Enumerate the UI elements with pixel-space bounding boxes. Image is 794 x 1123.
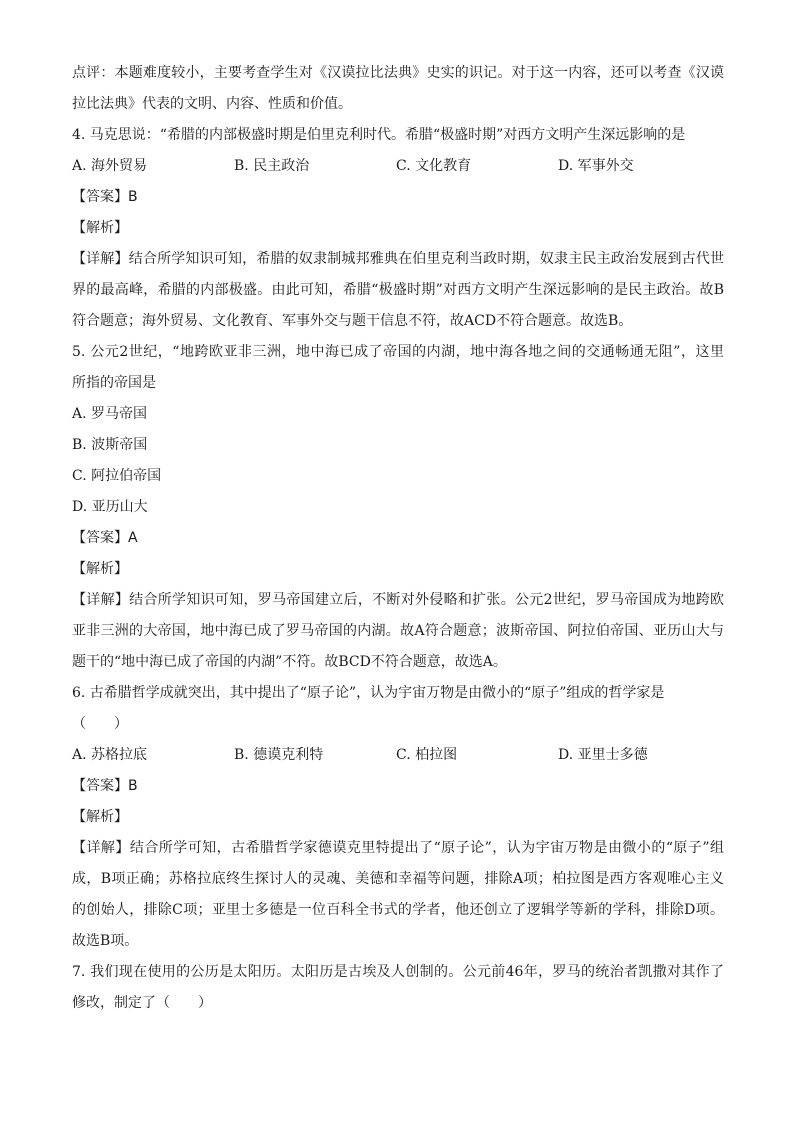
q6-stem-line-1: 6. 古希腊哲学成就突出，其中提出了“原子论”，认为宇宙万物是由微小的“原子”组成的哲学家是 [72,685,665,701]
q6-option-b: B. 德谟克利特 [234,747,324,763]
q4-detail-line-1: 【详解】结合所学知识可知，希腊的奴隶制城邦雅典在伯里克利当政时期，奴隶主民主政治发展到古代世 [72,251,724,267]
q4-detail-line-3: 符合题意；海外贸易、文化教育、军事外交与题干信息不符，故ACD不符合题意。故选B。 [72,313,633,329]
q6-option-c: C. 柏拉图 [396,747,458,763]
q6-options [72,740,724,771]
comment-line-2: 拉比法典》代表的文明、内容、性质和价值。 [72,96,352,112]
document-page [72,58,724,1019]
q6-option-d: D. 亚里士多德 [558,747,648,763]
q5-answer: 【答案】A [72,530,138,546]
q5-detail-line-3: 题干的“地中海已成了帝国的内湖”不符。故BCD不符合题意，故选A。 [72,654,507,670]
q6-option-a: A. 苏格拉底 [72,747,148,763]
q6-stem-line-2: （ ） [72,716,128,732]
q4-option-c: C. 文化教育 [396,158,472,174]
q5-option-b: B. 波斯帝国 [72,437,148,453]
q6-analysis-label: 【解析】 [72,809,128,825]
q5-stem-line-1: 5. 公元2世纪，“地跨欧亚非三洲，地中海已成了帝国的内湖，地中海各地之间的交通畅通无阻”，这里 [72,344,724,360]
q6-detail-line-4: 故选B项。 [72,933,139,949]
q7-stem-line-2: 修改，制定了（ ） [72,995,212,1011]
q6-detail-line-2: 成，B项正确；苏格拉底终生探讨人的灵魂、美德和幸福等问题，排除A项；柏拉图是西方客观唯心主义 [72,871,724,887]
q5-option-a: A. 罗马帝国 [72,406,148,422]
q4-detail-line-2: 界的最高峰，希腊的内部极盛。由此可知，希腊“极盛时期”对西方文明产生深远影响的是民主政治。故B [72,282,724,298]
q4-option-a: A. 海外贸易 [72,158,148,174]
comment-line-1: 点评：本题难度较小，主要考查学生对《汉谟拉比法典》史实的识记。对于这一内容，还可以考查《汉谟 [72,65,724,81]
q4-stem: 4. 马克思说：“希腊的内部极盛时期是伯里克利时代。希腊“极盛时期”对西方文明产生深远影响的是 [72,127,686,143]
q5-detail-line-2: 亚非三洲的大帝国，地中海已成了罗马帝国的内湖。故A符合题意；波斯帝国、阿拉伯帝国、亚历山大与 [72,623,724,639]
q7-stem-line-1: 7. 我们现在使用的公历是太阳历。太阳历是古埃及人创制的。公元前46年，罗马的统治者凯撒对其作了 [72,964,724,980]
q4-option-b: B. 民主政治 [234,158,310,174]
q6-answer: 【答案】B [72,778,138,794]
q4-analysis-label: 【解析】 [72,220,128,236]
q6-detail-line-3: 的创始人，排除C项；亚里士多德是一位百科全书式的学者，他还创立了逻辑学等新的学科，排除D项。 [72,902,724,918]
q5-option-c: C. 阿拉伯帝国 [72,468,162,484]
q4-option-d: D. 军事外交 [558,158,634,174]
q5-detail-line-1: 【详解】结合所学知识可知，罗马帝国建立后，不断对外侵略和扩张。公元2世纪，罗马帝国成为地跨欧 [72,592,724,608]
q4-options [72,151,724,182]
q4-answer: 【答案】B [72,189,138,205]
q6-detail-line-1: 【详解】结合所学可知，古希腊哲学家德谟克里特提出了“原子论”，认为宇宙万物是由微小的“原子”组 [72,840,724,856]
q5-stem-line-2: 所指的帝国是 [72,375,156,391]
q5-option-d: D. 亚历山大 [72,499,148,515]
q5-analysis-label: 【解析】 [72,561,128,577]
